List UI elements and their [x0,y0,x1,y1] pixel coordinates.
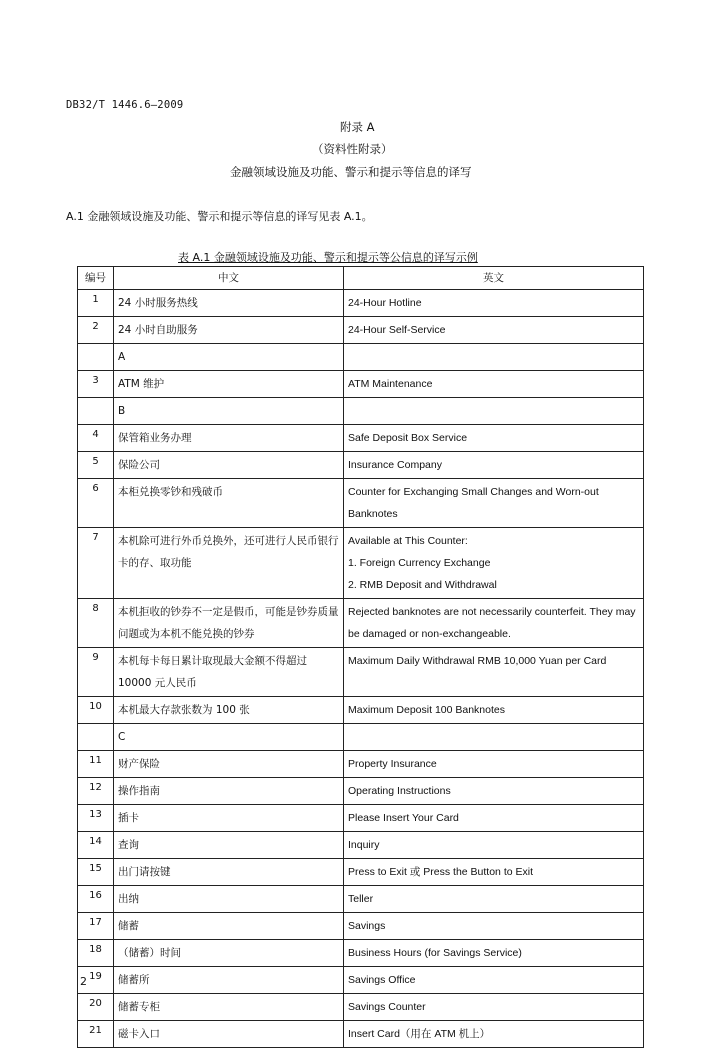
page-number: 2 [80,975,87,988]
row-english: Insert Card（用在 ATM 机上） [344,1021,644,1048]
table-row [78,697,644,724]
table-body [78,290,644,1048]
row-number: 7 [78,528,114,599]
table-row [78,371,644,398]
table-row [78,290,644,317]
table-header-row [78,267,644,290]
row-english: Savings Counter [344,994,644,1021]
row-number: 4 [78,425,114,452]
row-number: 15 [78,859,114,886]
row-english [344,724,644,751]
table-row [78,832,644,859]
row-number: 5 [78,452,114,479]
row-english: Safe Deposit Box Service [344,425,644,452]
row-english: 24-Hour Self-Service [344,317,644,344]
row-english: Please Insert Your Card [344,805,644,832]
row-chinese: 保险公司 [114,452,344,479]
appendix-title: 附录 A [340,120,375,134]
row-number: 17 [78,913,114,940]
table-row [78,805,644,832]
row-number: 14 [78,832,114,859]
row-english [344,398,644,425]
row-number: 2 [78,317,114,344]
row-chinese: 操作指南 [114,778,344,805]
row-chinese: 插卡 [114,805,344,832]
row-number: 3 [78,371,114,398]
row-english: Counter for Exchanging Small Changes and Worn-out Banknotes [344,479,644,528]
table-row [78,1021,644,1048]
row-english: Available at This Counter: 1. Foreign Currency Exchange 2. RMB Deposit and Withdrawal [344,528,644,599]
appendix-heading: 金融领域设施及功能、警示和提示等信息的译写 [230,165,472,179]
row-number: 8 [78,599,114,648]
row-chinese: B [114,398,344,425]
row-english: Property Insurance [344,751,644,778]
header-english: 英文 [344,267,644,290]
table-row [78,778,644,805]
table-row [78,859,644,886]
table-row [78,398,644,425]
table-row [78,913,644,940]
table-row [78,724,644,751]
row-english: Maximum Daily Withdrawal RMB 10,000 Yuan per Card [344,648,644,697]
row-chinese: 储蓄专柜 [114,994,344,1021]
row-number: 16 [78,886,114,913]
table-row [78,886,644,913]
standard-code: DB32/T 1446.6—2009 [66,99,184,111]
row-chinese: 财产保险 [114,751,344,778]
row-number: 9 [78,648,114,697]
row-chinese: A [114,344,344,371]
table-row [78,344,644,371]
row-number: 10 [78,697,114,724]
table-row [78,425,644,452]
row-chinese: （储蓄）时间 [114,940,344,967]
row-chinese: 本机拒收的钞券不一定是假币，可能是钞券质量问题或为本机不能兑换的钞券 [114,599,344,648]
row-number: 12 [78,778,114,805]
row-english: 24-Hour Hotline [344,290,644,317]
table-row [78,994,644,1021]
row-number: 18 [78,940,114,967]
table-row [78,940,644,967]
row-english: Inquiry [344,832,644,859]
row-chinese: 本机最大存款张数为 100 张 [114,697,344,724]
row-english: Savings Office [344,967,644,994]
row-number: 6 [78,479,114,528]
row-number: 11 [78,751,114,778]
row-english: Rejected banknotes are not necessarily counterfeit. They may be damaged or non-exchangeable. [344,599,644,648]
row-english: Business Hours (for Savings Service) [344,940,644,967]
row-chinese: 磁卡入口 [114,1021,344,1048]
row-english: ATM Maintenance [344,371,644,398]
intro-paragraph: A.1 金融领域设施及功能、警示和提示等信息的译写见表 A.1。 [66,210,373,223]
table-row [78,528,644,599]
row-english: Maximum Deposit 100 Banknotes [344,697,644,724]
header-chinese: 中文 [114,267,344,290]
row-english: Savings [344,913,644,940]
row-chinese: 本机除可进行外币兑换外，还可进行人民币银行卡的存、取功能 [114,528,344,599]
row-chinese: 储蓄 [114,913,344,940]
table-row [78,479,644,528]
row-chinese: 保管箱业务办理 [114,425,344,452]
row-english [344,344,644,371]
row-chinese: 本机每卡每日累计取现最大金额不得超过 10000 元人民币 [114,648,344,697]
row-number: 20 [78,994,114,1021]
row-chinese: 24 小时自助服务 [114,317,344,344]
table-row [78,648,644,697]
row-number [78,398,114,425]
translation-table [77,266,644,1048]
row-chinese: 24 小时服务热线 [114,290,344,317]
table-caption: 表 A.1 金融领域设施及功能、警示和提示等公信息的译写示例 [178,251,478,264]
row-number: 19 [78,967,114,994]
row-english: Teller [344,886,644,913]
row-chinese: C [114,724,344,751]
table-row [78,751,644,778]
table-row [78,452,644,479]
table-row [78,967,644,994]
row-chinese: 出纳 [114,886,344,913]
row-number: 1 [78,290,114,317]
row-number: 21 [78,1021,114,1048]
row-number [78,724,114,751]
row-english: Operating Instructions [344,778,644,805]
row-chinese: 出门请按键 [114,859,344,886]
row-number [78,344,114,371]
row-chinese: ATM 维护 [114,371,344,398]
appendix-subtitle: （资料性附录） [312,142,393,156]
row-chinese: 查询 [114,832,344,859]
row-number: 13 [78,805,114,832]
row-english: Insurance Company [344,452,644,479]
row-english: Press to Exit 或 Press the Button to Exit [344,859,644,886]
table-row [78,317,644,344]
row-chinese: 储蓄所 [114,967,344,994]
header-number: 编号 [78,267,114,290]
row-chinese: 本柜兑换零钞和残破币 [114,479,344,528]
table-row [78,599,644,648]
